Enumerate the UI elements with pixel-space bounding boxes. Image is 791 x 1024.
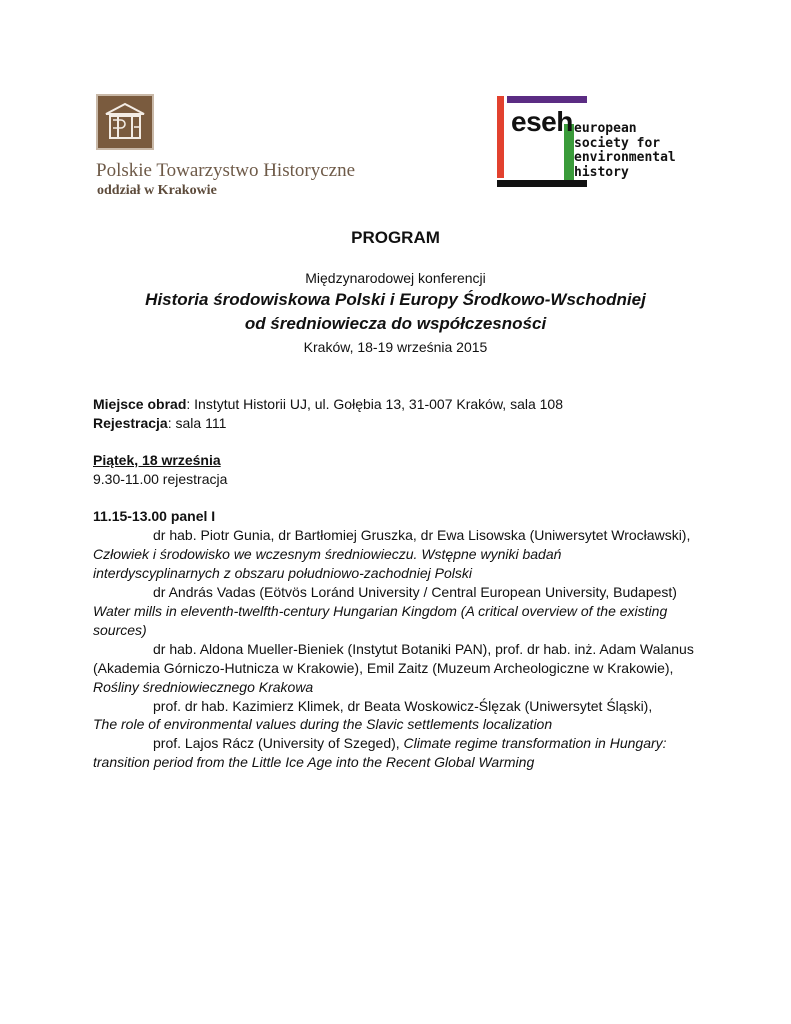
talk-authors: prof. Lajos Rácz (University of Szeged), xyxy=(153,735,404,751)
eseh-line: history xyxy=(574,164,629,180)
talk-authors: dr András Vadas (Eötvös Loránd University / Central European University, Budapest) xyxy=(153,584,677,600)
pth-logo xyxy=(96,94,154,150)
eseh-line: european xyxy=(574,121,637,136)
program-title: PROGRAM xyxy=(351,228,440,247)
pth-monogram-icon xyxy=(98,96,152,148)
talk-title: Water mills in eleventh-twelfth-century Hungarian Kingdom (A critical overview of the existing xyxy=(93,603,668,619)
registration-label: Rejestracja xyxy=(93,415,168,431)
day-heading: Piątek, 18 września xyxy=(93,452,221,468)
talk-title: Człowiek i środowisko we wczesnym średniowieczu. Wstępne wyniki badań xyxy=(93,546,562,562)
eseh-line: environmental xyxy=(574,150,676,165)
talk-authors: prof. dr hab. Kazimierz Klimek, dr Beata Woskowicz-Ślęzak (Uniwersytet Śląski), xyxy=(153,698,653,714)
pth-branch: oddział w Krakowie xyxy=(97,183,217,198)
day-registration: 9.30-11.00 rejestracja xyxy=(93,471,228,487)
conference-intro: Międzynarodowej konferencji xyxy=(305,270,486,286)
talk-title: interdyscyplinarnych z obszaru południowo-zachodniej Polski xyxy=(93,565,472,581)
talk-authors-line xyxy=(153,735,667,751)
conference-title-line-1: Historia środowiskowa Polski i Europy Środkowo-Wschodniej xyxy=(145,290,646,309)
talk-authors: (Akademia Górniczo-Hutnicza w Krakowie), Emil Zaitz (Muzeum Archeologiczne w Krakowie), xyxy=(93,660,674,676)
conference-title-line-2: od średniowiecza do współczesności xyxy=(244,314,547,333)
talk-title: Rośliny średniowiecznego Krakowa xyxy=(93,679,314,695)
venue-label: Miejsce obrad xyxy=(93,396,187,412)
venue-line xyxy=(93,396,563,412)
pth-name: Polskie Towarzystwo Historyczne xyxy=(96,160,355,181)
talk-title: transition period from the Little Ice Age into the Recent Global Warming xyxy=(93,754,535,770)
eseh-black-bar xyxy=(497,180,587,187)
talk-title: The role of environmental values during the Slavic settlements localization xyxy=(93,716,553,732)
eseh-line: society for xyxy=(574,135,661,151)
registration-line xyxy=(93,415,226,431)
panel-heading: 11.15-13.00 panel I xyxy=(93,508,216,524)
talk-title: sources) xyxy=(93,622,147,638)
eseh-full-name xyxy=(574,122,676,180)
eseh-red-bar xyxy=(497,96,504,178)
venue-value: : Instytut Historii UJ, ul. Gołębia 13, 31-007 Kraków, sala 108 xyxy=(186,396,564,412)
eseh-acronym: eseh xyxy=(511,106,573,137)
conference-place-date: Kraków, 18-19 września 2015 xyxy=(303,339,488,355)
eseh-purple-bar xyxy=(507,96,587,103)
talk-title: Climate regime transformation in Hungary: xyxy=(403,735,667,751)
talk-authors: dr hab. Aldona Mueller-Bieniek (Instytut Botaniki PAN), prof. dr hab. inż. Adam Walanus xyxy=(153,641,694,657)
registration-value: : sala 111 xyxy=(167,415,227,431)
talk-authors: dr hab. Piotr Gunia, dr Bartłomiej Gruszka, dr Ewa Lisowska (Uniwersytet Wrocławski), xyxy=(153,527,691,543)
